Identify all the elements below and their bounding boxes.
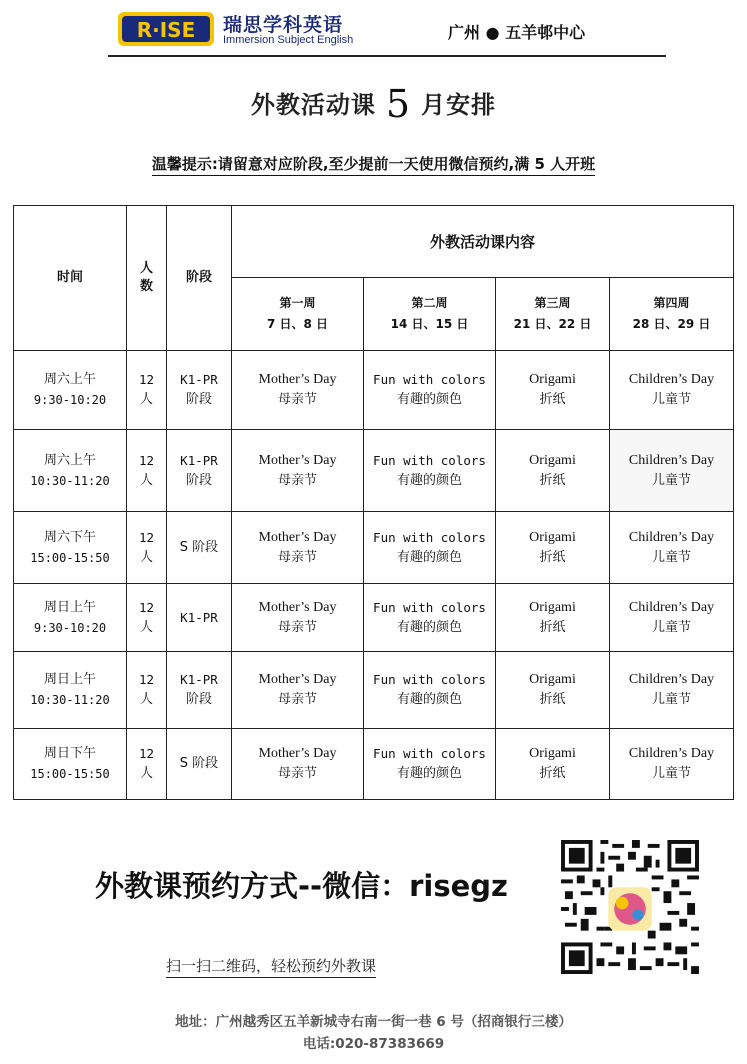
stage-cell: K1-PR <box>167 584 232 652</box>
time-cell: 周六下午 15:00-15:50 <box>14 512 127 584</box>
scan-hint: 扫一扫二维码，轻松预约外教课 <box>166 955 376 978</box>
stage-cell: K1-PR 阶段 <box>167 652 232 729</box>
notice <box>0 153 747 174</box>
activity-cell: Fun with colors 有趣的颜色 <box>364 584 496 652</box>
activity-cell: Mother’s Day 母亲节 <box>232 512 364 584</box>
notice-text: 温馨提示:请留意对应阶段,至少提前一天使用微信预约,满 5 人开班 <box>152 155 595 176</box>
page-title <box>0 82 747 126</box>
title-prefix: 外教活动课 <box>250 91 376 119</box>
activity-cell: Fun with colors 有趣的颜色 <box>364 512 496 584</box>
activity-cell: Mother’s Day 母亲节 <box>232 729 364 800</box>
activity-cell: Fun with colors 有趣的颜色 <box>364 729 496 800</box>
activity-cell: Mother’s Day 母亲节 <box>232 351 364 430</box>
stage-cell: K1-PR 阶段 <box>167 351 232 430</box>
brand-name-cn: 瑞思学科英语 <box>223 14 344 36</box>
activity-cell: Children’s Day 儿童节 <box>610 652 734 729</box>
center-name: 广州 ● 五羊邨中心 <box>448 23 586 42</box>
time-cell: 周日上午 9:30-10:20 <box>14 584 127 652</box>
activity-cell: Fun with colors 有趣的颜色 <box>364 652 496 729</box>
table-row <box>14 512 734 584</box>
header-time: 时间 <box>14 206 127 351</box>
table-row <box>14 430 734 512</box>
activity-cell: Fun with colors 有趣的颜色 <box>364 430 496 512</box>
activity-cell: Origami 折纸 <box>496 512 610 584</box>
activity-cell: Origami 折纸 <box>496 430 610 512</box>
activity-cell: Children’s Day 儿童节 <box>610 351 734 430</box>
time-cell: 周日下午 15:00-15:50 <box>14 729 127 800</box>
people-cell: 12 人 <box>127 584 167 652</box>
rise-logo <box>118 10 214 48</box>
week-header: 第三周 21 日、22 日 <box>496 278 610 351</box>
activity-cell: Children’s Day 儿童节 <box>610 430 734 512</box>
stage-cell: S 阶段 <box>167 729 232 800</box>
activity-cell: Mother’s Day 母亲节 <box>232 652 364 729</box>
table-row <box>14 584 734 652</box>
title-suffix: 月安排 <box>421 91 497 119</box>
activity-cell: Origami 折纸 <box>496 584 610 652</box>
week-header: 第四周 28 日、29 日 <box>610 278 734 351</box>
stage-cell: S 阶段 <box>167 512 232 584</box>
table-row <box>14 729 734 800</box>
header-divider <box>108 55 666 57</box>
people-cell: 12 人 <box>127 652 167 729</box>
title-month: 5 <box>385 82 412 126</box>
activity-cell: Children’s Day 儿童节 <box>610 729 734 800</box>
address: 地址：广州越秀区五羊新城寺右南一街一巷 6 号（招商银行三楼） <box>175 1014 572 1030</box>
week-header: 第二周 14 日、15 日 <box>364 278 496 351</box>
header-stage: 阶段 <box>167 206 232 351</box>
activity-cell: Origami 折纸 <box>496 351 610 430</box>
people-cell: 12 人 <box>127 351 167 430</box>
activity-cell: Fun with colors 有趣的颜色 <box>364 351 496 430</box>
time-cell: 周日上午 10:30-11:20 <box>14 652 127 729</box>
booking-method: 外教课预约方式--微信：risegz <box>95 869 508 903</box>
people-cell: 12 人 <box>127 430 167 512</box>
table-row <box>14 351 734 430</box>
people-cell: 12 人 <box>127 512 167 584</box>
header-content: 外教活动课内容 <box>232 206 734 278</box>
header-people: 人数 <box>127 206 167 351</box>
table-row <box>14 652 734 729</box>
phone: 电话:020-87383669 <box>302 1036 445 1052</box>
wechat-qr-code[interactable] <box>560 840 700 974</box>
activity-cell: Origami 折纸 <box>496 729 610 800</box>
people-cell: 12 人 <box>127 729 167 800</box>
activity-cell: Children’s Day 儿童节 <box>610 512 734 584</box>
logo-text: R·ISE <box>136 18 196 42</box>
header <box>110 8 666 58</box>
stage-cell: K1-PR 阶段 <box>167 430 232 512</box>
week-header: 第一周 7 日、8 日 <box>232 278 364 351</box>
time-cell: 周六上午 9:30-10:20 <box>14 351 127 430</box>
schedule-table <box>13 205 734 800</box>
time-cell: 周六上午 10:30-11:20 <box>14 430 127 512</box>
activity-cell: Mother’s Day 母亲节 <box>232 584 364 652</box>
activity-cell: Origami 折纸 <box>496 652 610 729</box>
activity-cell: Mother’s Day 母亲节 <box>232 430 364 512</box>
activity-cell: Children’s Day 儿童节 <box>610 584 734 652</box>
brand-name-en: Immersion Subject English <box>223 34 354 46</box>
